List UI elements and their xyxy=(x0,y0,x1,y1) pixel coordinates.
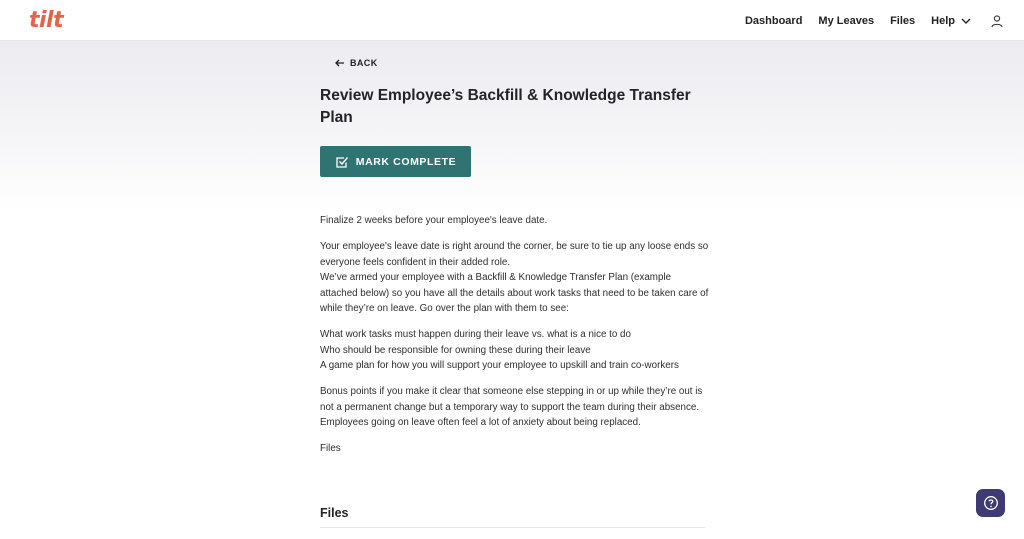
list-item: A game plan for how you will support your employee to upskill and train co-workers xyxy=(320,360,679,371)
mark-complete-label: MARK COMPLETE xyxy=(355,155,457,168)
user-icon[interactable] xyxy=(990,14,1004,28)
nav-help-label: Help xyxy=(931,14,955,27)
list-item: What work tasks must happen during their leave vs. what is a nice to do xyxy=(320,329,631,340)
para1-line2: We’ve armed your employee with a Backfill & Knowledge Transfer Plan (example attached below) so you have all the details about work tasks that need to be taken care of while they’re on leave. Go over the plan with them to see: xyxy=(320,272,709,314)
nav-help[interactable] xyxy=(931,15,972,27)
bonus-paragraph: Bonus points if you make it clear that someone else stepping in or up while they’re out is not a permanent change but a temporary way to support the team during their absence. Employees going on leave often feel a lot of anxiety about being replaced. xyxy=(320,386,703,428)
back-label: BACK xyxy=(350,58,378,68)
task-description xyxy=(320,213,710,467)
checkbox-check-icon xyxy=(335,155,349,169)
question-icon xyxy=(983,495,999,511)
nav-my-leaves[interactable]: My Leaves xyxy=(818,14,875,27)
back-link[interactable] xyxy=(335,58,378,68)
description-paragraph xyxy=(320,239,710,317)
para1-line1: Your employee's leave date is right around the corner, be sure to tie up any loose ends so everyone feels confident in their added role. xyxy=(320,241,709,268)
chevron-down-icon xyxy=(960,15,972,27)
mark-complete-button[interactable] xyxy=(320,146,471,177)
main-nav xyxy=(729,0,1004,41)
page-title: Review Employee’s Backfill & Knowledge Transfer Plan xyxy=(320,87,691,126)
arrow-left-icon xyxy=(335,59,345,67)
nav-dashboard[interactable]: Dashboard xyxy=(744,14,803,27)
checklist xyxy=(320,327,710,374)
list-item: Who should be responsible for owning these during their leave xyxy=(320,344,591,356)
nav-files[interactable]: Files xyxy=(890,14,916,27)
files-text: Files xyxy=(320,443,341,454)
intro-text: Finalize 2 weeks before your employee's leave date. xyxy=(320,215,548,226)
divider xyxy=(320,527,705,528)
tilt-logo[interactable]: tilt xyxy=(29,8,64,33)
help-chat-button[interactable] xyxy=(976,489,1005,517)
top-navigation-bar xyxy=(0,0,1024,41)
files-section-heading: Files xyxy=(320,506,349,520)
